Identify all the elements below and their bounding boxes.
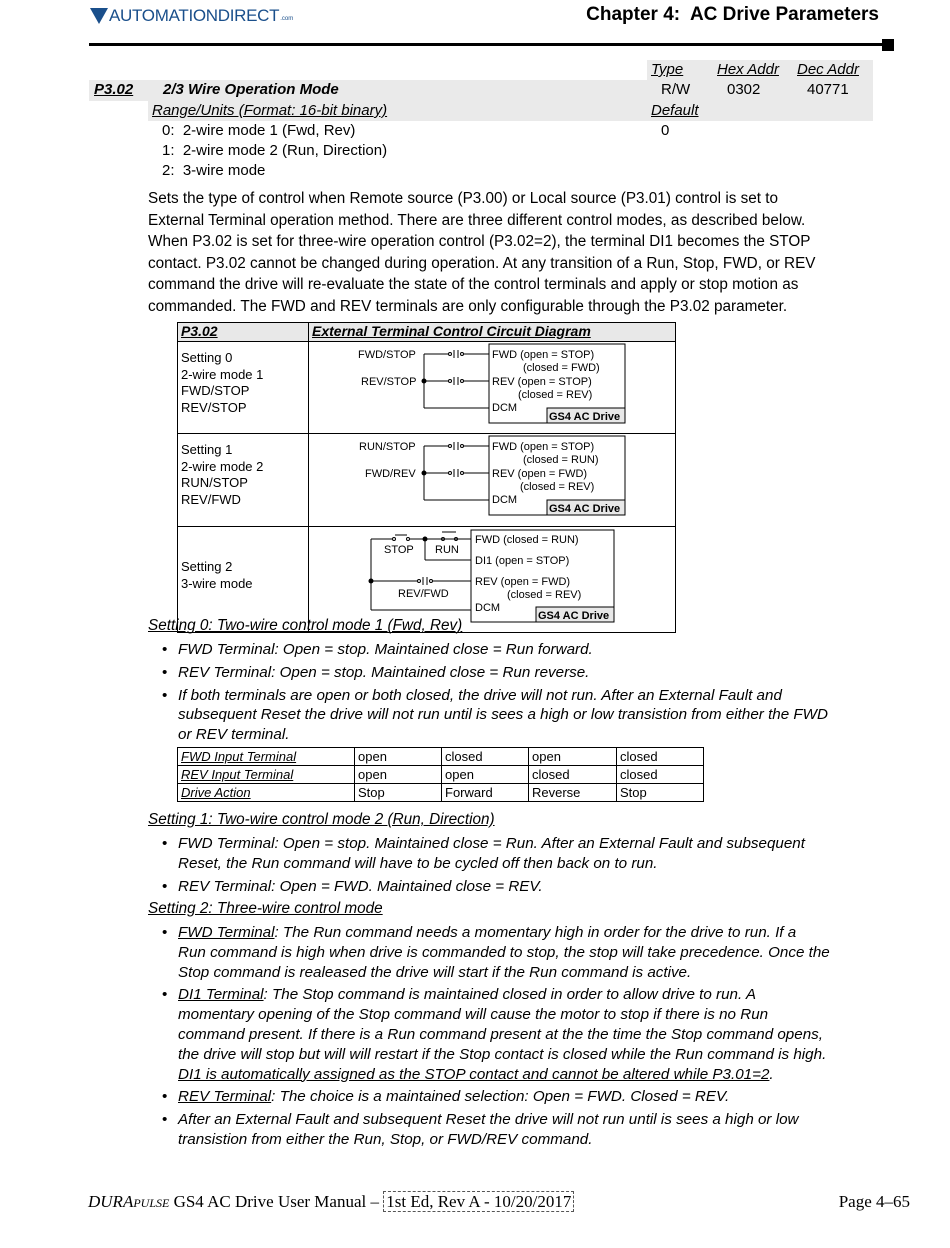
term-dcm-label: DCM [492, 402, 518, 414]
table-cell: closed [617, 748, 704, 766]
table-row [178, 766, 704, 784]
bullet-text: Run command is high when drive is commanded to stop, the stop will take precedence. Once the [178, 943, 830, 961]
di1-note: DI1 is automatically assigned as the STOP contact and cannot be altered while P3.01=2 [178, 1065, 770, 1083]
setting-0-desc [178, 342, 308, 416]
bullet-item [148, 985, 918, 1084]
setting-0-line: 2-wire mode 1 [181, 366, 264, 382]
drive-label: GS4 AC Drive [549, 503, 621, 515]
term-rev-closed: (closed = REV) [520, 481, 595, 493]
setting-0-line: Setting 0 [181, 350, 233, 365]
table-cell: Reverse [529, 784, 617, 802]
table-cell: open [355, 748, 442, 766]
option-1: 1: 2-wire mode 2 (Run, Direction) [162, 142, 388, 159]
bullet-item [148, 1110, 918, 1150]
option-0: 0: 2-wire mode 1 (Fwd, Rev) [162, 122, 356, 139]
sw1-label: FWD/STOP [358, 349, 416, 361]
table-cell: Stop [617, 784, 704, 802]
range-label: Range/Units (Format: 16-bit binary) [152, 102, 388, 119]
chapter-title: Chapter 4: AC Drive Parameters [586, 4, 879, 25]
term-dcm-label: DCM [492, 494, 518, 506]
bullet-item [148, 834, 908, 874]
bullet-text: momentary opening of the Stop command will cause the motor to stop if there is no Run [178, 1006, 769, 1024]
description-line: command the drive will re-evaluate the state of the control terminals and apply or stop motion as [148, 276, 799, 294]
description-line: Sets the type of control when Remote source (P3.00) or Local source (P3.01) control is set to [148, 190, 779, 207]
bullet-text: • If both terminals are open or both closed, the drive will not run. After an External Fault and [178, 686, 782, 704]
footer-edition: 1st Ed, Rev A - 10/20/2017 [383, 1191, 574, 1212]
table-cell: closed [442, 748, 529, 766]
description-line: External Terminal operation method. There are three different control modes, as described below. [148, 211, 806, 229]
footer-manual-text: GS4 AC Drive User Manual – [169, 1192, 384, 1211]
setting-0-bullets [148, 640, 908, 748]
circuit-diagram-setting-2 [309, 527, 675, 627]
description-line: commanded. The FWD and REV terminals are only configurable through the P3.02 parameter. [148, 297, 788, 315]
setting-1-line: REV/FWD [181, 491, 241, 507]
table-cell: Drive Action [178, 784, 355, 802]
option-2: 2: 3-wire mode [162, 162, 266, 179]
bullet-item [148, 663, 908, 683]
bullet-text: REV Terminal: Open = FWD. Maintained close = REV. [178, 877, 543, 895]
bullet-item [148, 640, 908, 660]
term-rev-label: REV (open = STOP) [492, 376, 592, 388]
setting-2-bullets [148, 923, 918, 1153]
table-cell: open [355, 766, 442, 784]
term-rev-closed: (closed = REV) [518, 389, 593, 401]
fwd-terminal-term: FWD Terminal [178, 924, 275, 941]
col-type: Type [651, 61, 684, 78]
setting-0-line: REV/STOP [181, 399, 247, 415]
table-row [178, 748, 704, 766]
bullet-text: Reset, the Run command will have to be cycled off then back on to run. [178, 854, 658, 872]
bullet-text: : The Run command needs a momentary high in order for the drive to run. If a [274, 924, 797, 941]
page-number: Page 4–65 [838, 1192, 910, 1211]
circuit-diagram-table [177, 322, 676, 633]
bullet-text: FWD Terminal: Open = stop. Maintained close = Run forward. [178, 641, 593, 658]
col-dec: Dec Addr [797, 61, 859, 78]
setting-1-desc [178, 434, 308, 508]
footer-brand-b: PULSE [133, 1196, 170, 1210]
truth-table [177, 747, 704, 802]
setting-1-bullets [148, 834, 908, 899]
term-fwd-label: FWD (open = STOP) [492, 441, 595, 453]
param-hex: 0302 [727, 81, 761, 98]
sw2-label: REV/STOP [361, 376, 417, 388]
bullet-text: : The choice is a maintained selection: Open = FWD. Closed = REV. [271, 1088, 730, 1106]
table-cell: FWD Input Terminal [178, 748, 355, 766]
drive-label: GS4 AC Drive [549, 411, 621, 423]
term-rev-label: REV (open = FWD) [475, 576, 571, 588]
header-rule [89, 43, 885, 46]
term-fwd-label: FWD (closed = RUN) [475, 534, 579, 546]
rev-terminal-term: REV Terminal [178, 1088, 272, 1106]
bullet-item [148, 923, 918, 982]
bullet-text: the drive will stop but will will restart if the Stop contact is closed while the Run command is high. [178, 1045, 827, 1063]
bullet-text: subsequent Reset the drive will not run until is sees a high or low transistion from either the FWD [178, 706, 828, 724]
col-hex: Hex Addr [717, 61, 779, 78]
param-name: 2/3 Wire Operation Mode [163, 81, 339, 98]
bullet-text: REV Terminal: Open = stop. Maintained close = Run reverse. [178, 663, 590, 681]
bullet-text: transistion from either the Run, Stop, or FWD/REV command. [178, 1130, 593, 1148]
setting-2-title: Setting 2: Three-wire control mode [148, 900, 383, 917]
footer-manual-title [88, 1192, 574, 1212]
bullet-text: command present. If there is a Run command present at the the time the Stop command opens, [178, 1025, 823, 1043]
logo-text: AUTOMATIONDIRECT [109, 6, 280, 25]
header-rule-block [882, 39, 894, 51]
term-dcm-label: DCM [475, 602, 501, 614]
setting-0-line: FWD/STOP [181, 383, 250, 398]
diag-header-left: P3.02 [181, 323, 218, 339]
stop-label: STOP [384, 544, 414, 556]
table-cell: REV Input Terminal [178, 766, 355, 784]
table-cell: Stop [355, 784, 442, 802]
bullet-text: • After an External Fault and subsequent Reset the drive will not run until is sees a high or low [178, 1111, 799, 1129]
drive-label: GS4 AC Drive [538, 610, 610, 622]
term-fwd-label: FWD (open = STOP) [492, 349, 595, 361]
diag-header-right: External Terminal Control Circuit Diagram [312, 323, 591, 339]
description-line: contact. P3.02 cannot be changed during operation. At any transition of a Run, Stop, FWD, or REV [148, 254, 816, 272]
di1-note-end: . [769, 1065, 774, 1083]
table-cell: open [442, 766, 529, 784]
bullet-text: or REV terminal. [178, 726, 290, 744]
setting-1-line: 2-wire mode 2 [181, 458, 264, 474]
sw2-label: FWD/REV [365, 468, 416, 480]
setting-1-title: Setting 1: Two-wire control mode 2 (Run, Direction) [148, 811, 495, 828]
table-row [178, 784, 704, 802]
setting-0-title: Setting 0: Two-wire control mode 1 (Fwd, Rev) [148, 617, 463, 634]
footer-brand-a: DURA [88, 1192, 134, 1211]
setting-2-line: 3-wire mode [181, 575, 253, 591]
di1-terminal-term: DI1 Terminal [178, 986, 264, 1004]
bullet-text: : The Stop command is maintained closed in order to allow drive to run. A [263, 986, 756, 1004]
automationdirect-logo [90, 6, 293, 26]
term-rev-label: REV (open = FWD) [492, 468, 588, 480]
table-cell: closed [617, 766, 704, 784]
logo-triangle-icon [90, 8, 108, 24]
param-id: P3.02 [94, 81, 134, 98]
bullet-item [148, 686, 908, 745]
default-value: 0 [661, 122, 670, 139]
bullet-item [148, 1087, 918, 1107]
sw1-label: RUN/STOP [359, 441, 416, 453]
circuit-diagram-setting-1 [309, 434, 675, 521]
table-cell: open [529, 748, 617, 766]
run-label: RUN [435, 544, 459, 556]
logo-suffix: .com [280, 16, 294, 22]
description-line: When P3.02 is set for three-wire operation control (P3.02=2), the terminal DI1 becomes the STOP [148, 233, 811, 251]
table-cell: Forward [442, 784, 529, 802]
description-paragraph [148, 188, 888, 318]
setting-2-line: Setting 2 [181, 559, 233, 574]
circuit-diagram-setting-0 [309, 342, 675, 428]
setting-2-desc [178, 527, 308, 592]
table-cell: closed [529, 766, 617, 784]
setting-1-line: RUN/STOP [181, 475, 248, 490]
term-di1-label: DI1 (open = STOP) [475, 555, 570, 567]
bullet-text: Stop command is realeased the drive will start if the Run command is active. [178, 963, 692, 981]
revfwd-label: REV/FWD [398, 588, 449, 600]
default-label: Default [651, 102, 699, 119]
bullet-item [148, 877, 908, 897]
term-fwd-closed: (closed = FWD) [523, 362, 600, 374]
bullet-text: • FWD Terminal: Open = stop. Maintained close = Run. After an External Fault and subsequent [178, 835, 805, 852]
setting-1-line: Setting 1 [181, 442, 233, 457]
param-dec: 40771 [807, 81, 849, 98]
param-type: R/W [661, 81, 691, 98]
term-fwd-closed: (closed = RUN) [523, 454, 599, 466]
term-rev-closed: (closed = REV) [507, 589, 582, 601]
